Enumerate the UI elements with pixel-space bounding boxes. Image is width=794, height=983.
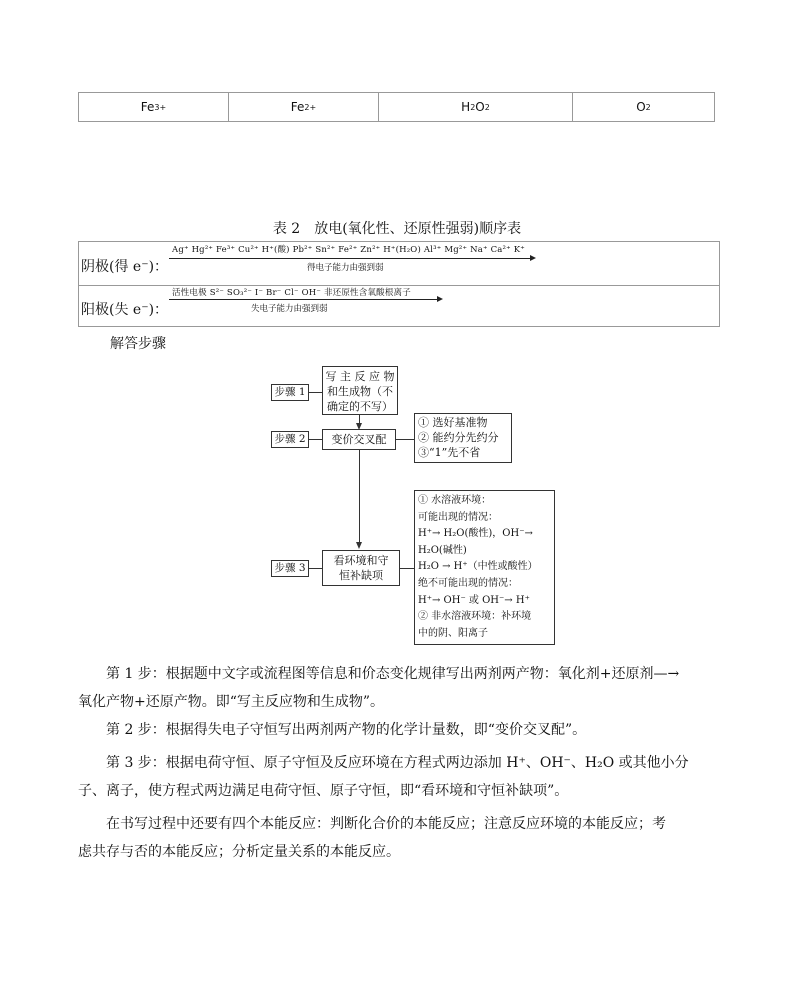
cell-text: H (461, 100, 471, 114)
para-line: 在书写过程中还要有四个本能反应：判断化合价的本能反应；注意反应环境的本能反应；考 (106, 816, 666, 832)
cell-sup: 3+ (154, 102, 167, 112)
cathode-row (79, 242, 719, 284)
note-line: H₂O → H⁺（中性或酸性） (418, 561, 538, 573)
para-line: 虑共存与否的本能反应；分析定量关系的本能反应。 (78, 844, 400, 860)
table-cell-h2o2 (379, 93, 573, 121)
connector (309, 392, 322, 393)
para-line: 第 3 步：根据电荷守恒、原子守恒及反应环境在方程式两边添加 H⁺、OH⁻、H₂O 或其他小分 (106, 755, 689, 771)
step1-label: 步骤 1 (271, 384, 309, 401)
note-line: H⁺→ H₂O(酸性)，OH⁻→ (418, 528, 533, 540)
note-line: H⁺→ OH⁻ 或 OH⁻→ H⁺ (418, 594, 530, 606)
table-cell-fe3 (79, 93, 229, 121)
section-heading: 解答步骤 (110, 336, 166, 352)
note-line: ① 选好基准物 (418, 416, 488, 429)
para-line: 子、离子，使方程式两边满足电荷守恒、原子守恒，即“看环境和守恒补缺项”。 (78, 783, 569, 799)
arrow-line (359, 450, 360, 543)
cell-text: O (636, 100, 646, 114)
paragraph-step3 (78, 749, 718, 777)
cell-sub: 2 (484, 102, 490, 112)
note-line: 中的阴、阳离子 (418, 627, 488, 639)
box-line: 看环境和守 (333, 554, 389, 567)
connector (396, 439, 414, 440)
box-valence-cross: 变价交叉配 (322, 429, 396, 450)
cell-sup: 2+ (304, 102, 317, 112)
note-line: ② 非水溶液环境：补环境 (418, 611, 532, 623)
table-cell-o2 (573, 93, 714, 121)
connector (400, 568, 414, 569)
para-line: 第 2 步：根据得失电子守恒写出两剂两产物的化学计量数，即“变价交叉配”。 (106, 722, 587, 738)
anode-caption: 失电子能力由强到弱 (251, 304, 328, 314)
connector (309, 568, 322, 569)
cell-sub: 2 (470, 102, 476, 112)
anode-ions: 活性电极 S²⁻ SO₃²⁻ I⁻ Br⁻ Cl⁻ OH⁻ 非还原性含氧酸根离子 (172, 288, 411, 298)
box-line: 恒补缺项 (339, 569, 383, 582)
anode-row (79, 285, 719, 328)
box-line: 和生成物（不 (327, 385, 393, 398)
cathode-ions: Ag⁺ Hg²⁺ Fe³⁺ Cu²⁺ H⁺(酸) Pb²⁺ Sn²⁺ Fe²⁺ Zn²⁺ H⁺(H₂O) Al³⁺ Mg²⁺ Na⁺ Ca²⁺ K⁺ (172, 245, 525, 255)
paragraph-step2 (78, 716, 718, 744)
paragraph-step1 (78, 660, 718, 688)
cathode-caption: 得电子能力由强到弱 (307, 263, 384, 273)
table2-title: 表 2 放电(氧化性、还原性强弱)顺序表 (272, 221, 522, 237)
step2-label: 步骤 2 (271, 431, 309, 448)
box2-notes (414, 413, 512, 463)
step3-label: 步骤 3 (271, 560, 309, 577)
note-line: ① 水溶液环境： (418, 495, 492, 506)
cell-text: Fe (140, 100, 155, 114)
note-line: 可能出现的情况： (418, 511, 498, 523)
cathode-arrow (169, 258, 534, 259)
box-environment (322, 550, 400, 586)
box3-notes (414, 490, 555, 645)
anode-label: 阳极(失 e⁻)： (81, 302, 169, 318)
paragraph-step3-cont (78, 777, 718, 805)
anode-arrow (169, 299, 441, 300)
box-write-reactants (322, 366, 398, 415)
ion-table (78, 92, 715, 122)
cathode-label: 阴极(得 e⁻)： (81, 259, 169, 275)
note-line: ② 能约分先约分 (418, 431, 499, 444)
cell-sub: 2 (645, 102, 651, 112)
para-line: 氧化产物+还原产物。即“写主反应物和生成物”。 (78, 694, 385, 710)
note-line: ③“1”先不省 (418, 446, 481, 459)
box-line: 确定的不写） (327, 400, 393, 413)
paragraph-notes-cont (78, 838, 718, 866)
note-line: H₂O(碱性) (418, 544, 467, 556)
cell-text: O (475, 100, 485, 114)
arrow-down-icon (356, 542, 362, 549)
discharge-order-table (78, 241, 720, 327)
connector (309, 439, 322, 440)
paragraph-step1-cont (78, 688, 718, 716)
box-line: 写 主 反 应 物 (325, 370, 395, 383)
table-cell-fe2 (229, 93, 379, 121)
cell-text: Fe (290, 100, 305, 114)
paragraph-notes (78, 810, 718, 838)
para-line: 第 1 步：根据题中文字或流程图等信息和价态变化规律写出两剂两产物：氧化剂+还原剂—→ (106, 666, 680, 682)
note-line: 绝不可能出现的情况： (418, 577, 518, 589)
